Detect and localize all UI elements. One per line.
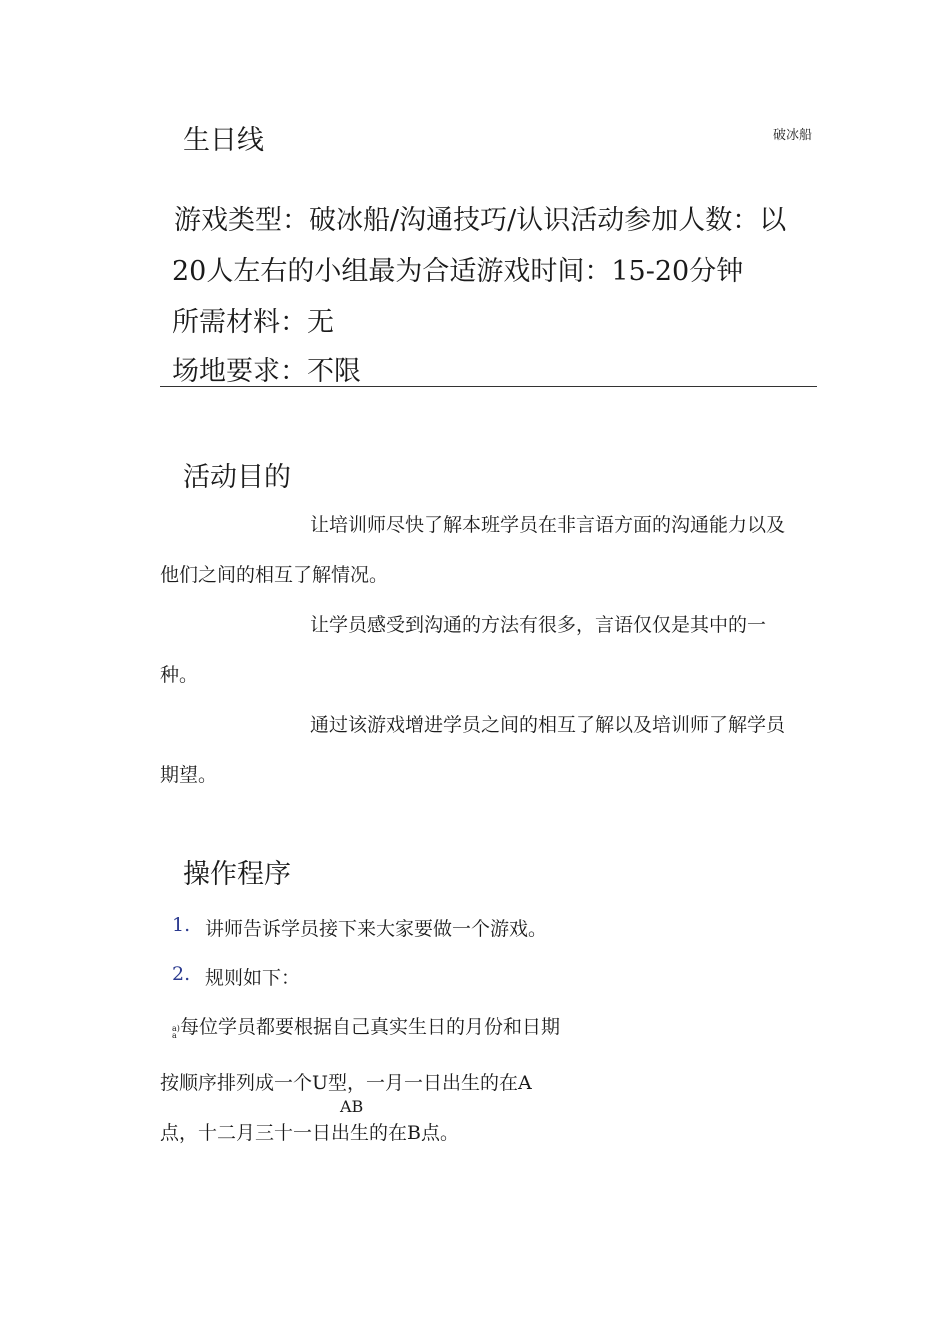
category-label: 破冰船 xyxy=(773,128,813,143)
section-heading-procedure: 操作程序 xyxy=(183,859,291,890)
meta-line-materials: 所需材料：无 xyxy=(172,307,334,338)
meta-line-participants-time: 20人左右的小组最为合适游戏时间：15-20分钟 xyxy=(172,256,744,287)
step-number: 1. xyxy=(172,914,191,936)
step-number: 2. xyxy=(172,963,191,985)
section-divider xyxy=(160,386,817,387)
rule-line-2: 按顺序排列成一个U型，一月一日出生的在A xyxy=(160,1072,532,1094)
purpose-paragraph-2-line-2: 种。 xyxy=(160,664,199,686)
purpose-paragraph-3-line-1: 通过该游戏增进学员之间的相互了解以及培训师了解学员 xyxy=(310,714,786,736)
purpose-paragraph-1-line-2: 他们之间的相互了解情况。 xyxy=(160,564,389,586)
meta-line-game-type: 游戏类型：破冰船/沟通技巧/认识活动参加人数：以 xyxy=(174,205,787,236)
sub-bullet-marker-bottom: a xyxy=(172,1031,177,1040)
page-title: 生日线 xyxy=(183,125,264,156)
sub-bullet-marker-top: a) xyxy=(172,1024,180,1033)
section-heading-purpose: 活动目的 xyxy=(183,462,291,493)
purpose-paragraph-3-line-2: 期望。 xyxy=(160,764,218,786)
purpose-paragraph-1-line-1: 让培训师尽快了解本班学员在非言语方面的沟通能力以及 xyxy=(310,514,786,536)
step-text: 讲师告诉学员接下来大家要做一个游戏。 xyxy=(205,918,548,940)
sub-bullet-marker xyxy=(172,1025,180,1039)
ab-label: AB xyxy=(340,1097,364,1116)
step-text: 规则如下： xyxy=(205,967,301,989)
meta-line-venue: 场地要求：不限 xyxy=(172,356,361,387)
purpose-paragraph-2-line-1: 让学员感受到沟通的方法有很多，言语仅仅是其中的一 xyxy=(310,614,767,636)
rule-line-3: 点，十二月三十一日出生的在B点。 xyxy=(160,1122,459,1144)
rule-line-1: 每位学员都要根据自己真实生日的月份和日期 xyxy=(180,1016,561,1038)
